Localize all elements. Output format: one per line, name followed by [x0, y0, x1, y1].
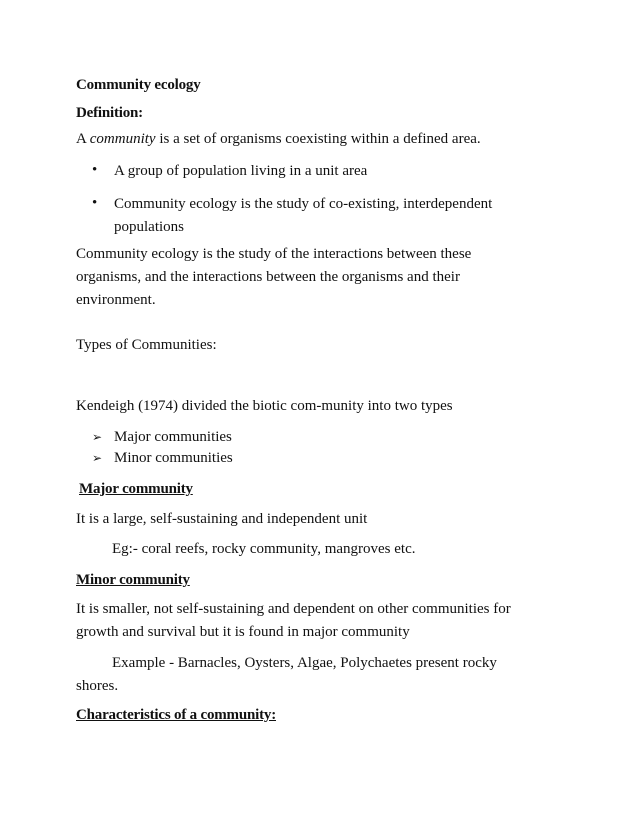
- bullet-marker: •: [92, 195, 98, 211]
- arrow-item: Major communities: [114, 429, 232, 445]
- arrow-bullet-icon: ➢: [92, 430, 103, 444]
- paragraph-line: environment.: [76, 292, 156, 308]
- definition-text: [76, 130, 481, 148]
- paragraph-line: Community ecology is the study of the interactions between these: [76, 246, 472, 262]
- minor-community-example: Example - Barnacles, Oysters, Algae, Polychaetes present rocky: [112, 655, 497, 671]
- kendeigh-text: Kendeigh (1974) divided the biotic com-munity into two types: [76, 398, 453, 414]
- definition-term: community: [89, 131, 156, 147]
- paragraph-line: organisms, and the interactions between the organisms and their: [76, 269, 460, 285]
- bullet-item: Community ecology is the study of co-existing, interdependent: [114, 196, 493, 212]
- major-community-example: Eg:- coral reefs, rocky community, mangroves etc.: [112, 541, 416, 557]
- major-community-text: It is a large, self-sustaining and independent unit: [76, 511, 368, 527]
- arrow-bullet-icon: ➢: [92, 451, 103, 465]
- page-title: Community ecology: [76, 77, 201, 93]
- minor-community-text: growth and survival but it is found in major community: [76, 624, 410, 640]
- bullet-item-continuation: populations: [114, 219, 184, 235]
- minor-community-heading: Minor community: [76, 572, 190, 588]
- arrow-item: Minor communities: [114, 450, 233, 466]
- definition-prefix: A: [76, 131, 90, 147]
- bullet-item: A group of population living in a unit area: [114, 163, 368, 179]
- definition-suffix: is a set of organisms coexisting within a defined area.: [155, 131, 481, 147]
- characteristics-heading: Characteristics of a community:: [76, 707, 276, 723]
- major-community-heading: Major community: [79, 481, 193, 497]
- definition-heading: Definition:: [76, 105, 143, 121]
- minor-community-example-continuation: shores.: [76, 678, 119, 694]
- types-heading: Types of Communities:: [76, 337, 217, 353]
- bullet-marker: •: [92, 162, 98, 178]
- minor-community-text: It is smaller, not self-sustaining and dependent on other communities for: [76, 601, 511, 617]
